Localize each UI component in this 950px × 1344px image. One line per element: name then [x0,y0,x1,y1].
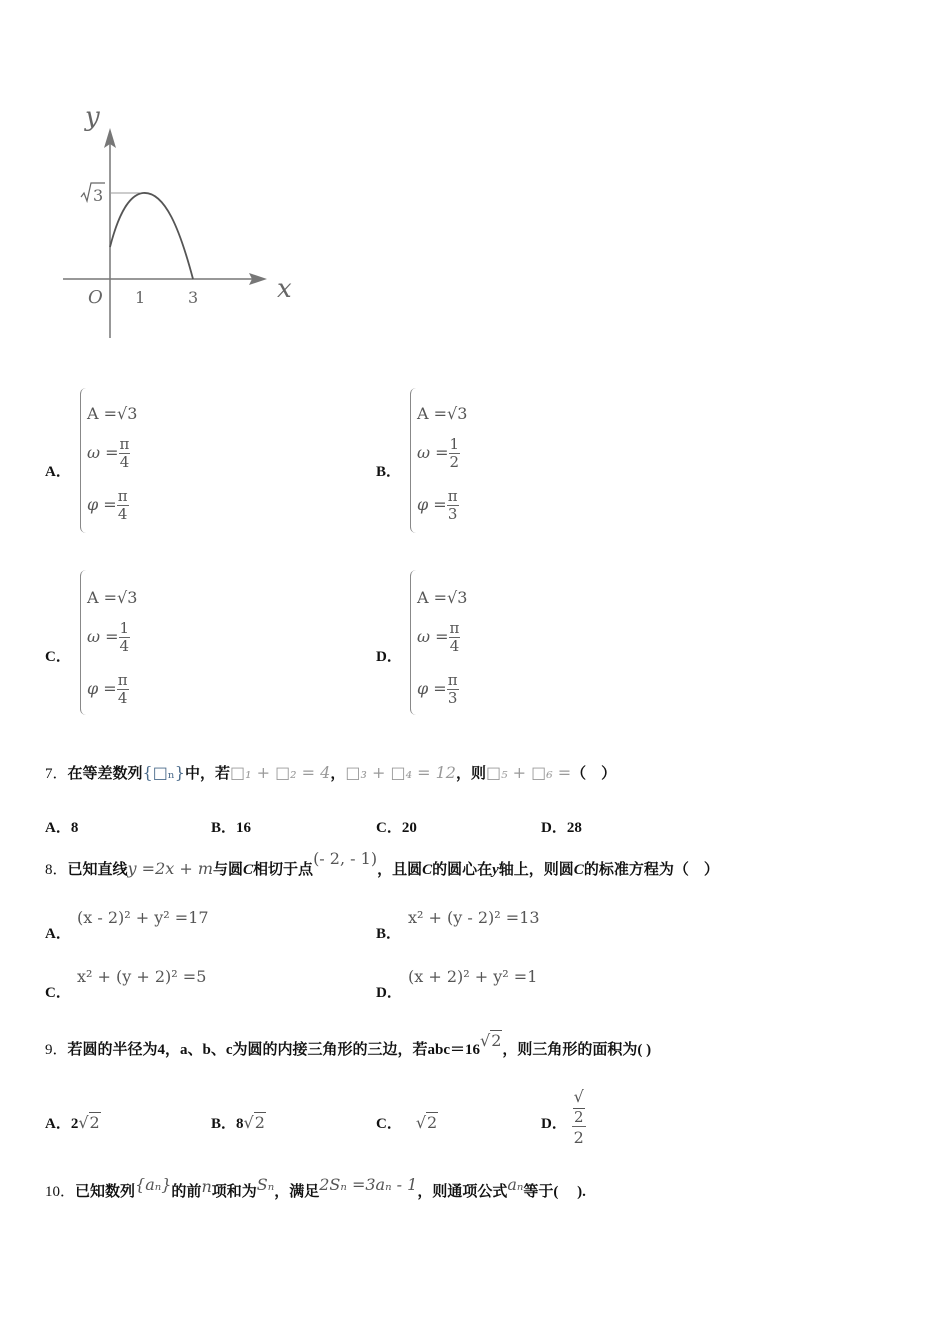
q6-b-phi-num: π [447,487,458,505]
q7-option-d: D．28 [541,820,582,836]
tick-x-3: 3 [188,288,199,307]
q6-a-phi-num: π [117,487,128,505]
q7-number: 7． [45,766,68,782]
q10-sequence: {aₙ} [135,1175,172,1194]
q8-text-7: 的标准方程为（ ） [583,862,719,878]
q6-a-phi: φ = $\frac{\pi}{4}$ [87,487,128,523]
q10-text-6: 等于( ). [523,1184,586,1200]
q6-a-omega-num: π [119,435,130,453]
q6-option-d-system [410,570,531,715]
q6-b-omega-num: 1 [449,435,460,453]
q10-relation: 2Sₙ =3aₙ - 1 [319,1175,418,1194]
q6-b-phi: φ = $\frac{\pi}{3}$ [417,487,458,523]
q6-c-omega-num: 1 [119,619,130,637]
q6-a-omega: ω = $\frac{\pi}{4}$ [87,435,130,471]
x-axis-label: x [277,274,292,304]
q6-d-phi-den: 3 [447,689,458,707]
question-10 [45,1175,586,1201]
q10-text-5: ，则通项公式 [417,1184,508,1200]
q6-option-c-system [80,570,201,715]
q6-d-omega: ω = $\frac{\pi}{4}$ [417,619,460,655]
q7-text-4: （ ） [571,766,617,782]
q9-option-d-letter: D． [541,1116,567,1132]
sine-curve [110,193,193,279]
q8-y-axis: y [492,862,499,878]
q8-option-b-equation: x² + (y - 2)² =13 [408,908,540,927]
function-graph [55,95,305,345]
q7-text-3: ，则 [455,766,486,782]
q6-a-omega-den: 4 [119,453,130,471]
q10-text-2: 的前 [171,1184,202,1200]
question-8 [45,849,719,879]
q10-an: aₙ [507,1175,524,1194]
q7-text-1: 在等差数列 [67,766,143,782]
q9-option-d-fraction: √ 2 2 [573,1087,584,1147]
q6-option-a-system [80,388,201,533]
q7-condition-1: □₁ + □₂ = 4 [229,763,331,782]
q6-c-omega: ω = $\frac{1}{4}$ [87,619,130,655]
q8-text-2: 与圆 [213,862,244,878]
q8-circle-c-3: C [573,862,584,878]
q8-line-equation: y =2x + m [127,859,214,878]
q8-text-6: 轴上，则圆 [498,862,574,878]
q6-d-phi: φ = $\frac{\pi}{3}$ [417,671,458,707]
q6-d-phi-num: π [447,671,458,689]
q9-text-2: ，则三角形的面积为( ) [502,1042,652,1058]
q9-sqrt: √2 [480,1031,502,1050]
q7-separator: ， [330,766,346,782]
q7-sequence: {□ₙ} [142,763,185,782]
q7-option-a: A．8 [45,820,79,836]
q6-b-omega-den: 2 [449,453,460,471]
tick-x-1: 1 [135,288,146,307]
q7-condition-2: □₃ + □₄ = 12 [345,763,456,782]
q10-text-1: 已知数列 [75,1184,136,1200]
y-axis-label: y [85,102,100,132]
q6-c-phi: φ = $\frac{\pi}{4}$ [87,671,128,707]
question-9 [45,1031,652,1059]
q10-n: n [201,1177,212,1196]
q8-text-3: 相切于点 [253,862,314,878]
q7-option-b: B．16 [211,820,252,836]
q6-option-d-letter: D． [376,649,402,665]
q6-d-omega-den: 4 [449,637,460,655]
q6-b-amplitude: A =√3 [417,404,468,423]
q10-number: 10． [45,1184,76,1200]
q8-text-4: ，且圆 [377,862,423,878]
q8-option-d-letter: D． [376,985,402,1001]
q8-text-1: 已知直线 [67,862,128,878]
q8-number: 8． [45,862,68,878]
q8-option-c-letter: C． [45,985,71,1001]
q7-target: □₅ + □₆ = [485,763,572,782]
q8-option-a-letter: A． [45,926,71,942]
q6-option-a-letter: A． [45,464,71,480]
q6-d-amplitude: A =√3 [417,588,468,607]
q7-text-2: 中，若 [184,766,230,782]
q6-c-phi-num: π [117,671,128,689]
q6-a-phi-den: 4 [117,505,128,523]
q8-circle-c-2: C [422,862,433,878]
q8-point: (- 2, - 1) [313,849,378,868]
q9-option-c: C． √2 [376,1113,438,1132]
q6-d-omega-num: π [449,619,460,637]
q8-option-b-letter: B． [376,926,402,942]
q6-c-amplitude: A =√3 [87,588,138,607]
q6-b-phi-den: 3 [447,505,458,523]
origin-label: O [88,287,103,308]
question-7 [45,762,616,783]
q8-option-a-equation: (x - 2)² + y² =17 [77,908,209,927]
q10-text-4: ，满足 [274,1184,320,1200]
q9-option-a: A．2√2 [45,1113,100,1132]
q8-option-c-equation: x² + (y + 2)² =5 [77,967,207,986]
q10-sn: Sₙ [256,1175,275,1194]
q6-a-amplitude: A =√3 [87,404,138,423]
q6-b-omega: ω = $\frac{1}{2}$ [417,435,460,471]
q8-text-5: 的圆心在 [432,862,493,878]
q6-c-omega-den: 4 [119,637,130,655]
q8-option-d-equation: (x + 2)² + y² =1 [408,967,538,986]
q9-number: 9． [45,1042,68,1058]
q9-text: 若圆的半径为4，a、b、c为圆的内接三角形的三边，若abc＝16 [67,1042,481,1058]
q6-option-b-system [410,388,531,533]
q7-option-c: C．20 [376,820,417,836]
q6-option-b-letter: B． [376,464,402,480]
q9-option-b: B．8√2 [211,1113,265,1132]
q10-text-3: 项和为 [211,1184,257,1200]
q6-c-phi-den: 4 [117,689,128,707]
q8-circle-c: C [243,862,254,878]
tick-y-sqrt3: 3 [93,186,104,205]
q6-option-c-letter: C． [45,649,71,665]
